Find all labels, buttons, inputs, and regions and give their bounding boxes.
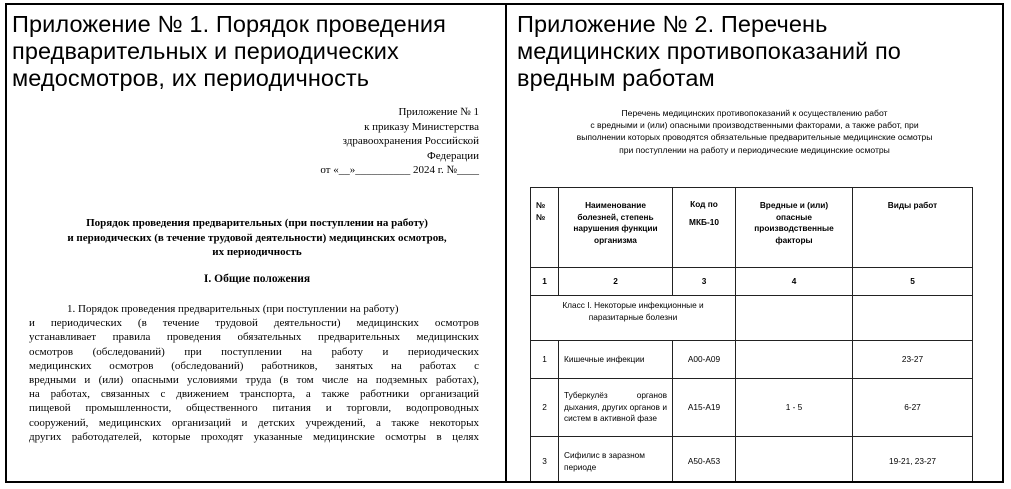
row-number: 1 bbox=[531, 341, 559, 379]
paragraph-line: медицинских осмотров (обследований) работников, занятых на работах с bbox=[29, 359, 479, 372]
document-title-line: и периодических (в течение трудовой деятельности) медицинских осмотров, bbox=[67, 231, 447, 244]
header-cell-disease: Наименование болезней, степень нарушения функции организма bbox=[559, 188, 673, 268]
paragraph-line: на работах, связанных с движением транспорта, а также работники организаций bbox=[29, 388, 479, 401]
document-page-appendix-2 bbox=[507, 5, 1002, 481]
list-title-line: Перечень медицинских противопоказаний к осуществлению работ bbox=[621, 108, 888, 118]
table-row bbox=[531, 341, 973, 379]
list-title-line: при поступлении на работу и периодические медицинские осмотры bbox=[619, 144, 890, 155]
appendix-line: здравоохранения Российской bbox=[342, 135, 479, 147]
row-number: 3 bbox=[531, 437, 559, 482]
list-title-line: с вредными и (или) опасными производственными факторами, а также работ, при bbox=[590, 120, 919, 131]
row-disease: Кишечные инфекции bbox=[559, 341, 673, 379]
paragraph-line: других работодателей, которые проходят указанные медицинские осмотры в целях bbox=[29, 430, 479, 443]
column-number: 3 bbox=[673, 268, 736, 296]
class-cell: Класс I. Некоторые инфекционные и паразитарные болезни bbox=[531, 296, 736, 341]
column-number: 1 bbox=[531, 268, 559, 296]
paragraph-line: осмотров (обследований) при поступлении на работу и периодических bbox=[29, 345, 479, 358]
row-icd-code: A50-A53 bbox=[673, 437, 736, 482]
row-work-types: 19-21, 23-27 bbox=[853, 437, 973, 482]
left-panel bbox=[7, 5, 505, 481]
column-number: 5 bbox=[853, 268, 973, 296]
empty-cell bbox=[853, 296, 973, 341]
paragraph-line: сооружений, медицинских организаций и детских учреждений, а также некоторых bbox=[29, 416, 479, 429]
row-factors bbox=[736, 341, 853, 379]
row-icd-code: A15-A19 bbox=[673, 379, 736, 437]
list-title bbox=[517, 107, 992, 156]
column-number: 2 bbox=[559, 268, 673, 296]
paragraph-line: устанавливает правила проведения обязательных предварительных медицинских bbox=[29, 331, 479, 344]
row-work-types: 23-27 bbox=[853, 341, 973, 379]
table-row bbox=[531, 379, 973, 437]
header-cell-factors: Вредные и (или) опасные производственные факторы bbox=[736, 188, 853, 268]
row-factors bbox=[736, 437, 853, 482]
column-number: 4 bbox=[736, 268, 853, 296]
left-heading: Приложение № 1. Порядок проведения предварительных и периодических медосмотров, их периодичность bbox=[12, 11, 446, 91]
row-disease: Сифилис в заразном периоде bbox=[559, 437, 673, 482]
section-title: I. Общие положения bbox=[203, 273, 311, 285]
appendix-line: от «__»__________ 2024 г. №____ bbox=[320, 164, 479, 176]
appendix-line: Федерации bbox=[427, 149, 479, 162]
document-title bbox=[27, 216, 487, 260]
empty-cell bbox=[736, 296, 853, 341]
right-heading: Приложение № 2. Перечень медицинских противопоказаний по вредным работам bbox=[517, 11, 901, 91]
table-header-row bbox=[531, 188, 973, 268]
table-row bbox=[531, 437, 973, 482]
document-page-appendix-1 bbox=[7, 5, 505, 481]
contraindications-table bbox=[530, 187, 973, 481]
paragraph-line: пищевой промышленности, общественного питания и торговли, водопроводных bbox=[29, 402, 479, 415]
document-title-line: Порядок проведения предварительных (при поступлении на работу) bbox=[86, 217, 428, 229]
row-work-types: 6-27 bbox=[853, 379, 973, 437]
document-title-line: их периодичность bbox=[212, 246, 302, 259]
class-row bbox=[531, 296, 973, 341]
list-title-line: выполнении которых проводятся обязательные предварительные медицинские осмотры bbox=[576, 132, 933, 143]
appendix-line: к приказу Министерства bbox=[364, 120, 479, 133]
header-cell-number: № № bbox=[531, 188, 559, 268]
row-factors: 1 - 5 bbox=[736, 379, 853, 437]
paragraph bbox=[29, 302, 479, 444]
header-cell-icd-code: Код по МКБ-10 bbox=[673, 188, 736, 268]
header-cell-work-types: Виды работ bbox=[853, 188, 973, 268]
paragraph-line: и периодических (в течение трудовой деятельности) медицинских осмотров bbox=[29, 317, 479, 330]
column-number-row bbox=[531, 268, 973, 296]
paragraph-line: вредными и (или) опасными условиями труда (в том числе на подземных работах), bbox=[29, 374, 479, 387]
appendix-line: Приложение № 1 bbox=[398, 106, 479, 118]
row-number: 2 bbox=[531, 379, 559, 437]
paragraph-line: 1. Порядок проведения предварительных (при поступлении на работу) bbox=[67, 303, 399, 315]
right-panel bbox=[507, 5, 1002, 481]
appendix-header bbox=[257, 105, 479, 178]
row-icd-code: A00-A09 bbox=[673, 341, 736, 379]
row-disease: Туберкулёз органов дыхания, других органов и систем в активной фазе bbox=[559, 379, 673, 437]
